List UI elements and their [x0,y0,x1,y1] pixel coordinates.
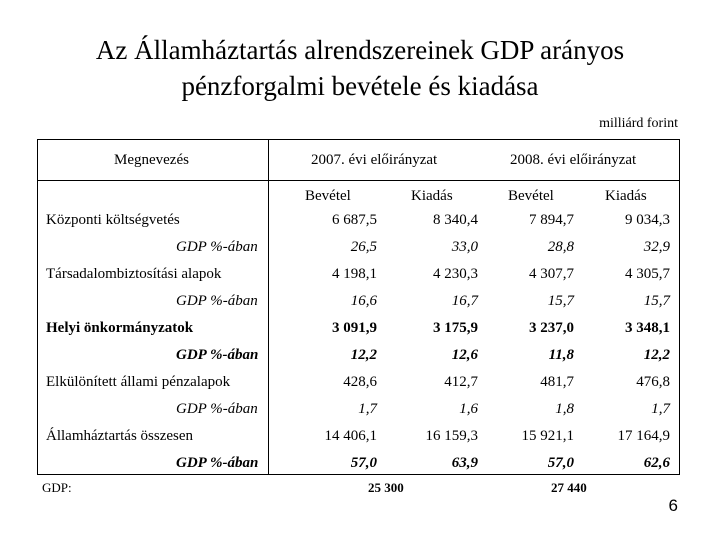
row-label: Államháztartás összesen [46,428,194,444]
table-cell: 4 198,1 [332,266,377,282]
row-label: Központi költségvetés [46,212,180,228]
gdp-2008-value: 27 440 [551,480,587,495]
table-cell: 12,2 [643,347,670,363]
table-cell: 8 340,4 [433,212,478,228]
page-number: 6 [668,496,678,515]
table-cell: 57,0 [547,455,574,471]
header-2007: 2007. évi előirányzat [311,152,438,168]
table-cell: 1,7 [358,401,377,417]
subheader-2007-expense: Kiadás [411,188,453,204]
table-cell: 3 348,1 [625,320,670,336]
table-cell: 3 237,0 [529,320,574,336]
row-label: Helyi önkormányzatok [46,320,194,336]
table-cell: 26,5 [350,239,377,255]
table-cell: 57,0 [350,455,377,471]
table-cell: 15 921,1 [521,428,574,444]
subheader-2008-income: Bevétel [508,188,554,204]
table-cell: 428,6 [343,374,377,390]
table-cell: 3 091,9 [332,320,377,336]
table-cell: 3 175,9 [433,320,478,336]
table-cell: 16,7 [451,293,478,309]
table-cell: 476,8 [636,374,670,390]
table-cell: 4 305,7 [625,266,670,282]
header-2008: 2008. évi előirányzat [510,152,637,168]
unit-label: milliárd forint [599,116,678,131]
row-label: Társadalombiztosítási alapok [46,266,222,282]
title-line-2: pénzforgalmi bevétele és kiadása [181,71,539,101]
row-label: Elkülönített állami pénzalapok [46,374,231,390]
table-cell: 16,6 [350,293,377,309]
gdp-percent-label: GDP %-ában [176,455,259,471]
table-cell: 32,9 [643,239,670,255]
table-cell: 62,6 [643,455,670,471]
subheader-2007-income: Bevétel [305,188,351,204]
table-cell: 17 164,9 [617,428,670,444]
gdp-percent-label: GDP %-ában [176,293,258,309]
subheader-2008-expense: Kiadás [605,188,647,204]
table-cell: 1,8 [555,401,574,417]
table-cell: 481,7 [540,374,574,390]
table-cell: 9 034,3 [625,212,670,228]
table-cell: 15,7 [547,293,574,309]
table-cell: 33,0 [451,239,478,255]
table-cell: 4 230,3 [433,266,478,282]
table-cell: 16 159,3 [425,428,478,444]
gdp-percent-label: GDP %-ában [176,347,259,363]
table-cell: 63,9 [451,455,478,471]
table-cell: 6 687,5 [332,212,377,228]
gdp-label: GDP: [42,480,72,495]
gdp-2007-value: 25 300 [368,480,404,495]
table-cell: 4 307,7 [529,266,574,282]
table-cell: 1,7 [651,401,670,417]
table-cell: 11,8 [548,347,574,363]
table-cell: 12,2 [350,347,377,363]
gdp-percent-label: GDP %-ában [176,401,258,417]
table-cell: 15,7 [643,293,670,309]
table-cell: 12,6 [451,347,478,363]
gdp-percent-label: GDP %-ában [176,239,258,255]
header-divider [37,180,680,181]
table-cell: 7 894,7 [529,212,574,228]
table-cell: 412,7 [444,374,478,390]
header-name: Megnevezés [114,152,189,168]
table-cell: 14 406,1 [324,428,377,444]
title-line-1: Az Államháztartás alrendszereinek GDP arányos [95,35,625,65]
table-cell: 1,6 [459,401,478,417]
table-cell: 28,8 [547,239,574,255]
